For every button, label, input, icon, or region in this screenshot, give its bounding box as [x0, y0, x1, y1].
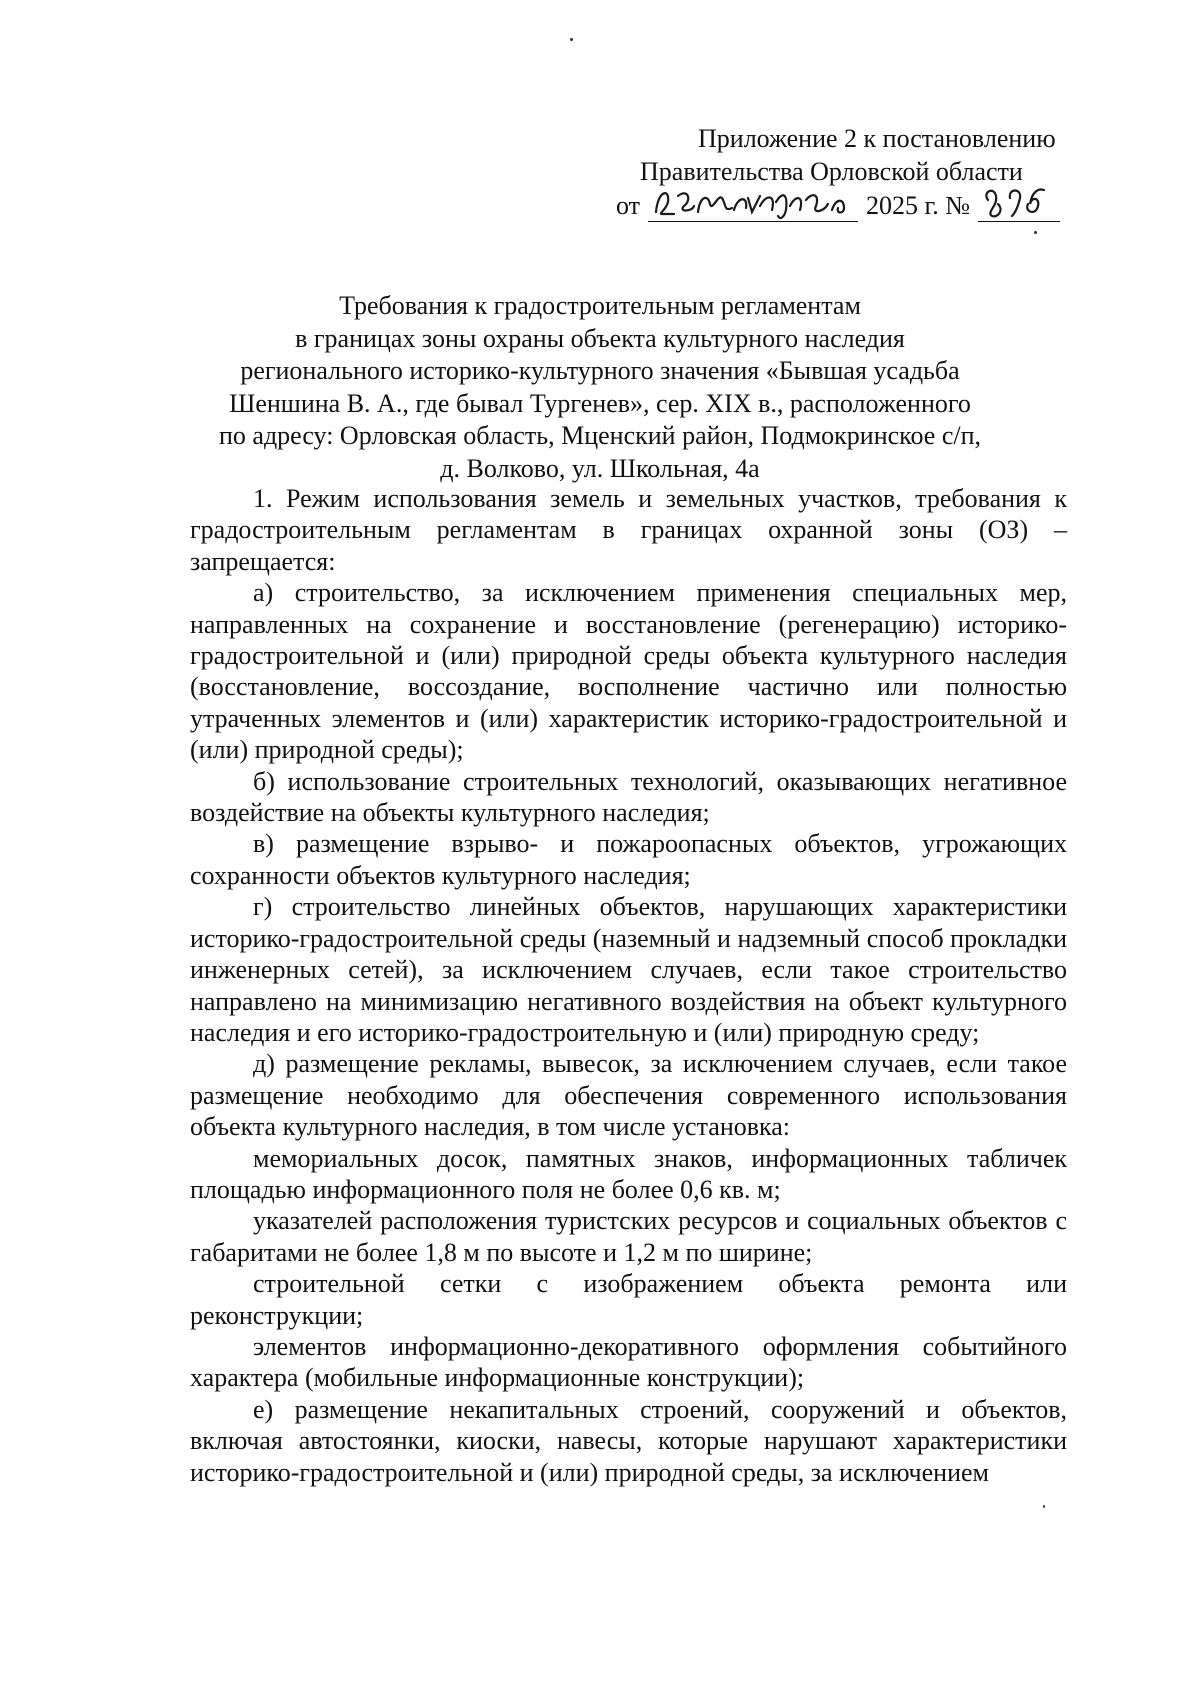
from-label: от: [616, 191, 641, 220]
appendix-date-line: [616, 188, 1060, 222]
item-b: б) использование строительных технологий, оказывающих негативное воздействие на объекты культурного наследия;: [190, 766, 1067, 828]
year-number-label: 2025 г. №: [865, 191, 971, 220]
item-g: г) строительство линейных объектов, нарушающих характеристики историко-градостроительной среды (наземный и надземный способ прокладки инженерных сетей), за исключением случаев, если такое строительство направлено на минимизацию негативного воздействия на объект культурного наследия и его историко-градостроительную и (или) природную среду;: [190, 892, 1067, 1047]
scan-speck: [1034, 231, 1037, 234]
title-line: Шеншина В. А., где бывал Тургенев», сер. XIX в., расположенного: [229, 388, 971, 418]
item-e: е) размещение некапитальных строений, сооружений и объектов, включая автостоянки, киоски, навесы, которые нарушают характеристики историко-градостроительной и (или) природной среды, за исключением: [190, 1394, 1067, 1487]
item-a: а) строительство, за исключением применения специальных мер, направленных на сохранение и восстановление (регенерацию) историко-градостроительной и (или) природной среды объекта культурного наследия (восстановление, воссоздание, восполнение частично или полностью утраченных элементов и (или) характеристик историко-градостроительной и (или) природной среды);: [190, 578, 1067, 765]
item-v: в) размещение взрыво- и пожароопасных объектов, угрожающих сохранности объектов культурного наследия;: [190, 829, 1067, 890]
appendix-header: [616, 122, 1060, 222]
scan-speck: [570, 38, 573, 41]
paragraph-intro: 1. Режим использования земель и земельных участков, требования к градостроительным регламентам в границах охранной зоны (ОЗ) – запрещается:: [190, 484, 1067, 576]
title-line: в границах зоны охраны объекта культурного наследия: [295, 323, 905, 353]
handwritten-number: [978, 188, 1060, 222]
appendix-line-1: Приложение 2 к постановлению: [698, 124, 1056, 153]
subitem-decorative-elements: элементов информационно-декоративного оформления событийного характера (мобильные информационные конструкции);: [190, 1331, 1067, 1393]
item-d: д) размещение рекламы, вывесок, за исключением случаев, если такое размещение необходимо для обеспечения современного использования объекта культурного наследия, в том числе установка:: [190, 1049, 1067, 1142]
scan-speck: [1043, 1505, 1045, 1508]
handwritten-date: [648, 188, 858, 222]
title-line: по адресу: Орловская область, Мценский район, Подмокринское с/п,: [218, 421, 982, 450]
title-line: Требования к градостроительным регламентам: [339, 291, 861, 320]
title-line: д. Волково, ул. Школьная, 4а: [440, 453, 760, 483]
title-line: регионального историко-культурного значения «Бывшая усадьба: [240, 356, 960, 385]
document-title: [200, 290, 1000, 485]
appendix-line-2: Правительства Орловской области: [640, 157, 1023, 186]
subitem-tourist-signs: указателей расположения туристских ресурсов и социальных объектов с габаритами не более 1,8 м по высоте и 1,2 м по ширине;: [190, 1206, 1067, 1267]
document-body: [190, 483, 1067, 1488]
subitem-memorial-plaques: мемориальных досок, памятных знаков, информационных табличек площадью информационного поля не более 0,6 кв. м;: [190, 1143, 1067, 1204]
subitem-construction-mesh: строительной сетки с изображением объекта ремонта или реконструкции;: [190, 1269, 1067, 1330]
